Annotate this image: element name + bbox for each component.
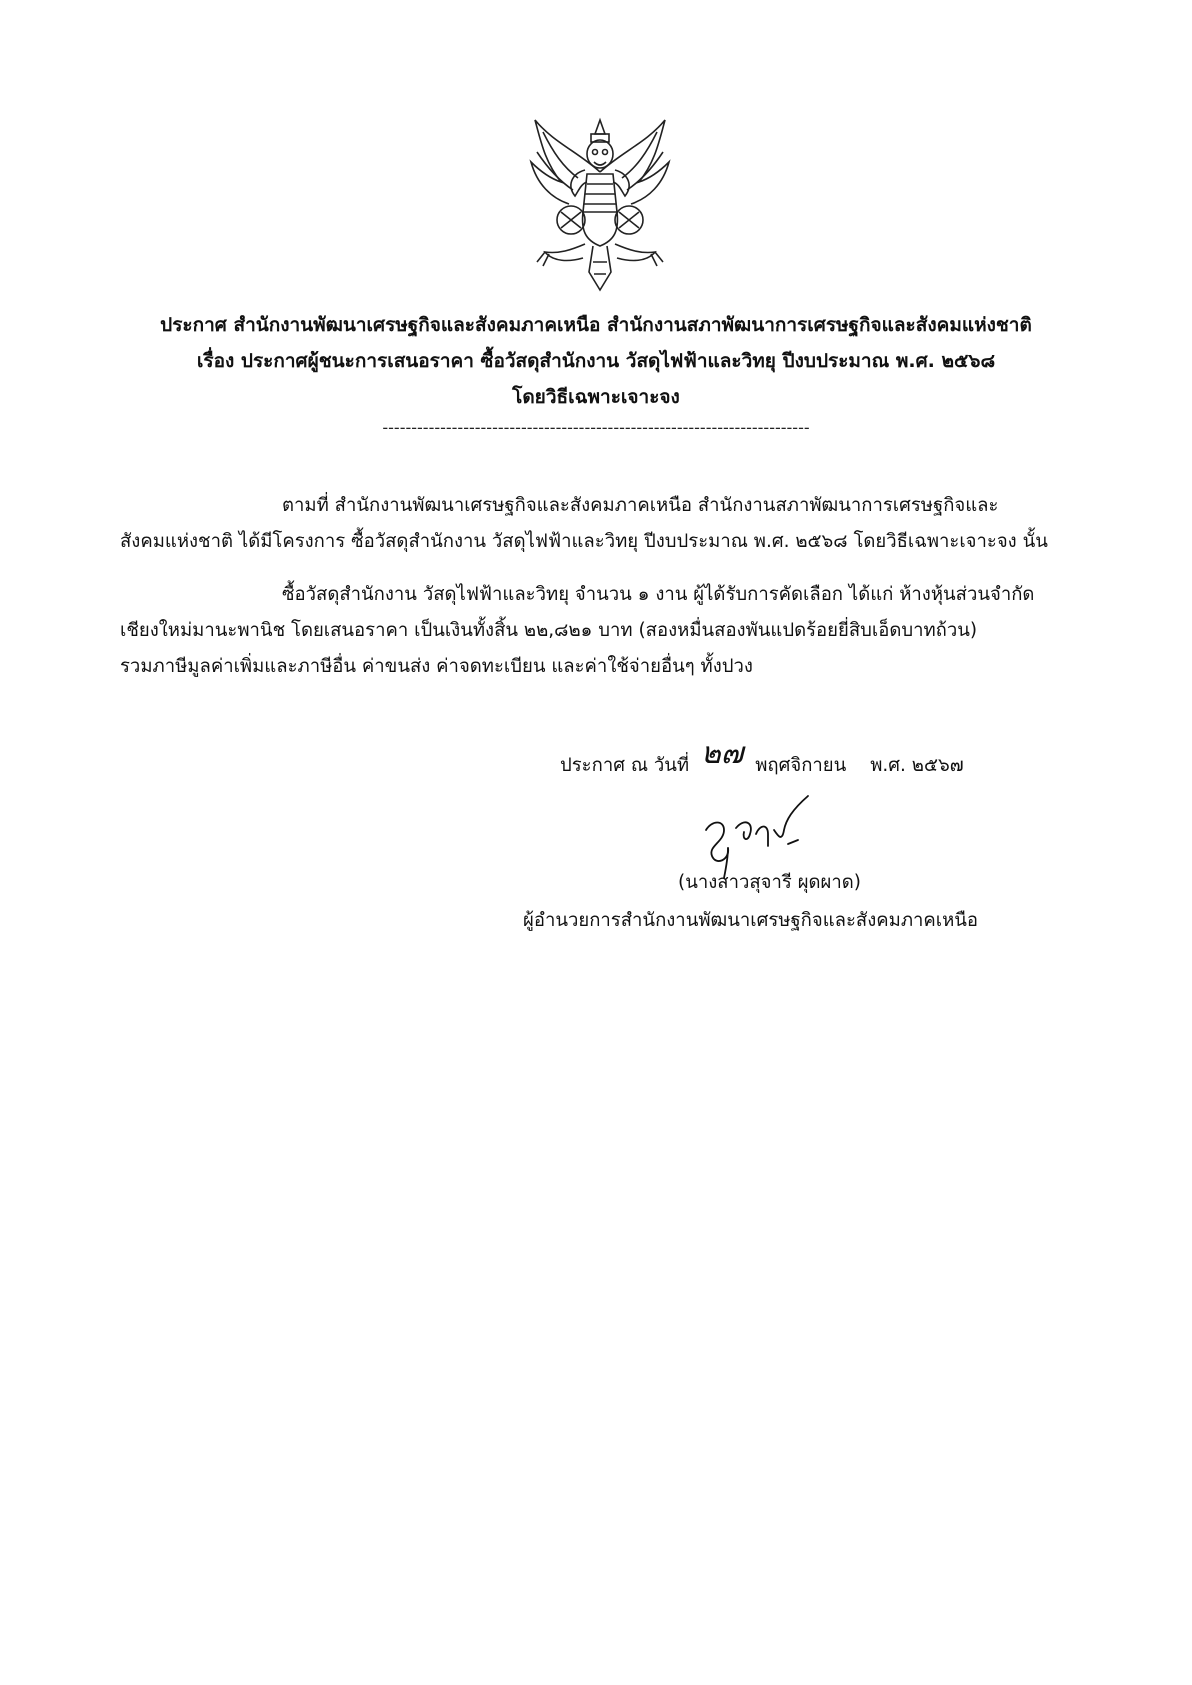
- paragraph-line: ตามที่ สำนักงานพัฒนาเศรษฐกิจและสังคมภาคเหนือ สำนักงานสภาพัฒนาการเศรษฐกิจและ: [282, 495, 999, 516]
- paragraph-winner: [120, 577, 1070, 685]
- heading-line-3: โดยวิธีเฉพาะเจาะจง: [512, 386, 680, 408]
- date-year: พ.ศ. ๒๕๖๗: [870, 755, 964, 776]
- announcement-heading: [0, 307, 1192, 415]
- paragraph-line: สังคมแห่งชาติ ได้มีโครงการ ซื้อวัสดุสำนักงาน วัสดุไฟฟ้าและวิทยุ ปีงบประมาณ พ.ศ. ๒๕๖๘ โดยวิธีเฉพาะเจาะจง นั้น: [120, 531, 1048, 552]
- paragraph-line: รวมภาษีมูลค่าเพิ่มและภาษีอื่น ค่าขนส่ง ค่าจดทะเบียน และค่าใช้จ่ายอื่นๆ ทั้งปวง: [120, 656, 753, 677]
- announcement-date: [560, 738, 964, 785]
- paragraph-project: [120, 488, 1070, 560]
- divider-line: --------------------------------------------------------------------------: [382, 418, 810, 437]
- date-prefix: ประกาศ ณ วันที่: [560, 755, 690, 776]
- handwritten-day: ๒๗: [701, 736, 744, 771]
- paragraph-line: เชียงใหม่มานะพานิช โดยเสนอราคา เป็นเงินทั้งสิ้น ๒๒,๘๒๑ บาท (สองหมื่นสองพันแปดร้อยยี่สิบเอ็ดบาทถ้วน): [120, 620, 978, 641]
- heading-line-2: เรื่อง ประกาศผู้ชนะการเสนอราคา ซื้อวัสดุสำนักงาน วัสดุไฟฟ้าและวิทยุ ปีงบประมาณ พ.ศ. ๒๕๖๘: [196, 350, 996, 372]
- date-month: พฤศจิกายน: [755, 755, 847, 776]
- heading-line-1: ประกาศ สำนักงานพัฒนาเศรษฐกิจและสังคมภาคเหนือ สำนักงานสภาพัฒนาการเศรษฐกิจและสังคมแห่งชาติ: [160, 314, 1032, 336]
- paragraph-line: ซื้อวัสดุสำนักงาน วัสดุไฟฟ้าและวิทยุ จำนวน ๑ งาน ผู้ได้รับการคัดเลือก ได้แก่ ห้างหุ้นส่วนจำกัด: [282, 584, 1035, 605]
- signature-icon: [698, 790, 828, 880]
- signer-title: ผู้อำนวยการสำนักงานพัฒนาเศรษฐกิจและสังคมภาคเหนือ: [523, 910, 979, 931]
- garuda-emblem-icon: [523, 112, 677, 294]
- signer-name: (นางสาวสุจารี ผุดผาด): [678, 872, 862, 893]
